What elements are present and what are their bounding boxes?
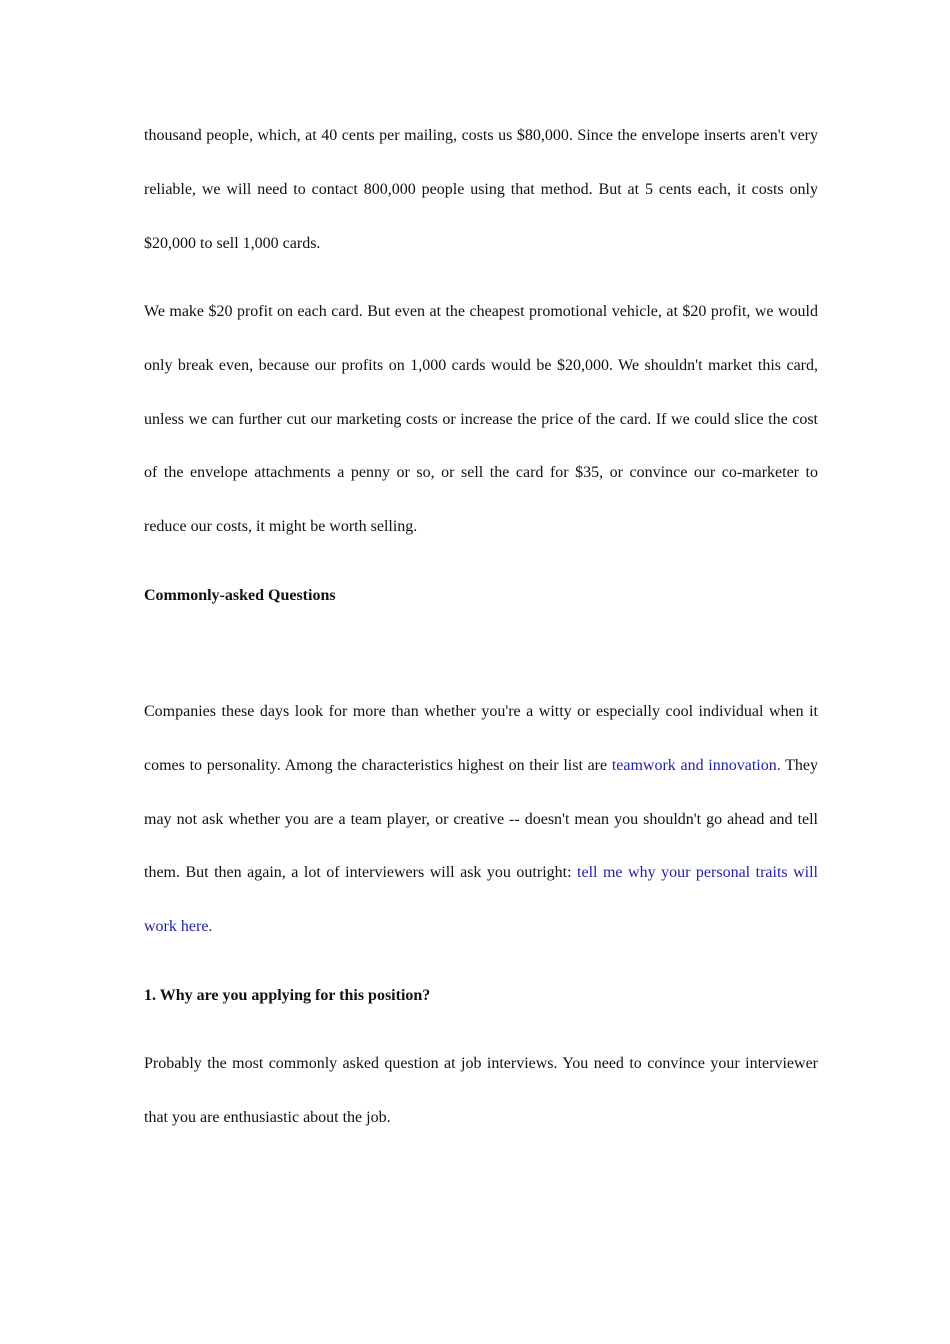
- paragraph-text: Companies these days look for more than whether you're a witty or especially cool individual when it comes to personality. Among the characteristics highest on their list are: [144, 703, 818, 774]
- paragraph-profit-analysis: We make $20 profit on each card. But even at the cheapest promotional vehicle, at $20 profit, we would only break even, because our profits on 1,000 cards would be $20,000. We shouldn't market this card, unless we can further cut our marketing costs or increase the price of the card. If we could slice the cost of the envelope attachments a penny or so, or sell the card for $35, or convince our co-marketer to reduce our costs, it might be worth selling.: [144, 303, 818, 536]
- paragraph-answer-1: Probably the most commonly asked question at job interviews. You need to convince your interviewer that you are enthusiastic about the job.: [144, 1055, 818, 1126]
- question-heading-1: 1. Why are you applying for this position?: [144, 987, 431, 1004]
- section-heading-questions: Commonly-asked Questions: [144, 587, 336, 604]
- paragraph-personality: [144, 685, 818, 954]
- paragraph-cost-analysis: thousand people, which, at 40 cents per mailing, costs us $80,000. Since the envelope inserts aren't very reliable, we will need to contact 800,000 people using that method. But at 5 cents each, it costs only $20,000 to sell 1,000 cards.: [144, 127, 818, 252]
- link-personal-traits[interactable]: tell me why your personal traits will work here.: [144, 864, 819, 936]
- link-teamwork-innovation[interactable]: teamwork and innovation.: [611, 756, 781, 774]
- paragraph-text: They may not ask whether you are a team player, or creative -- doesn't mean you shouldn't go ahead and tell them. But then again, a lot of interviewers will ask you outright:: [144, 756, 818, 882]
